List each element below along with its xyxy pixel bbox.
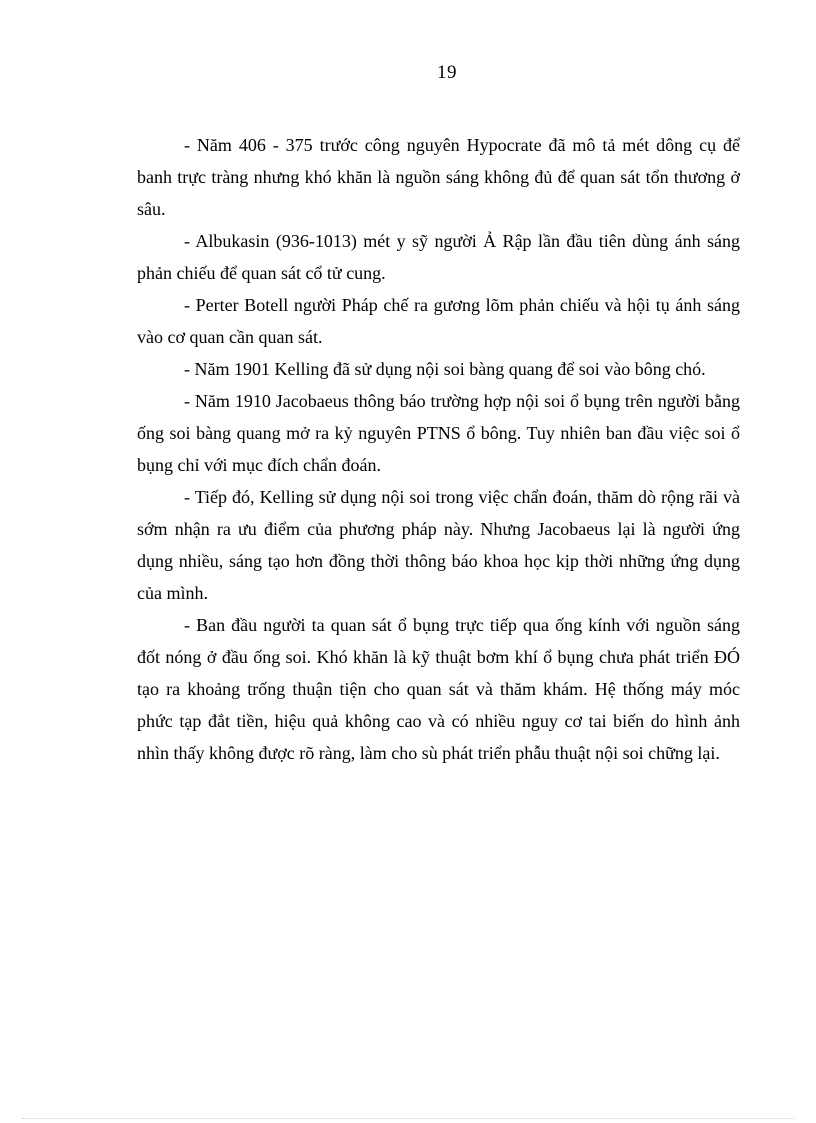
paragraph-kelling-1901: - Năm 1901 Kelling đã sử dụng nội soi bàng quang để soi vào bông chó. (184, 359, 706, 379)
paragraph-hypocrate: - Năm 406 - 375 trước công nguyên Hypocrate đã mô tả mét dông cụ để banh trực tràng nhưng khó khăn là nguồn sáng không đủ để quan sát tổn thương ở sâu. (137, 135, 740, 219)
page-number: 19 (437, 62, 457, 83)
paragraph-albukasin: - Albukasin (936-1013) mét y sỹ người Ả Rập lần đầu tiên dùng ánh sáng phản chiếu để quan sát cổ tử cung. (137, 231, 740, 283)
paragraph-jacobaeus-1910: - Năm 1910 Jacobaeus thông báo trường hợp nội soi ổ bụng trên người bằng ống soi bàng quang mở ra kỷ nguyên PTNS ổ bông. Tuy nhiên ban đầu việc soi ổ bụng chỉ với mục đích chẩn đoán. (137, 391, 740, 475)
page-bottom-border (22, 1118, 794, 1119)
paragraph-botell: - Perter Botell người Pháp chế ra gương lõm phản chiếu và hội tụ ánh sáng vào cơ quan cần quan sát. (137, 295, 740, 347)
paragraph-kelling-jacobaeus: - Tiếp đó, Kelling sử dụng nội soi trong việc chẩn đoán, thăm dò rộng rãi và sớm nhận ra ưu điểm của phương pháp này. Nhưng Jacobaeus lại là người ứng dụng nhiều, sáng tạo hơn đồng thời thông báo khoa học kịp thời những ứng dụng của mình. (137, 487, 740, 603)
paragraph-early-methods: - Ban đầu người ta quan sát ổ bụng trực tiếp qua ống kính với nguồn sáng đốt nóng ở đầu ống soi. Khó khăn là kỹ thuật bơm khí ổ bụng chưa phát triển ĐÓ tạo ra khoảng trống thuận tiện cho quan sát và thăm khám. Hệ thống máy móc phức tạp đắt tiền, hiệu quả không cao và có nhiều nguy cơ tai biến do hình ảnh nhìn thấy không được rõ ràng, làm cho sù phát triển phẫu thuật nội soi chững lại. (137, 615, 740, 763)
document-body (137, 129, 740, 769)
